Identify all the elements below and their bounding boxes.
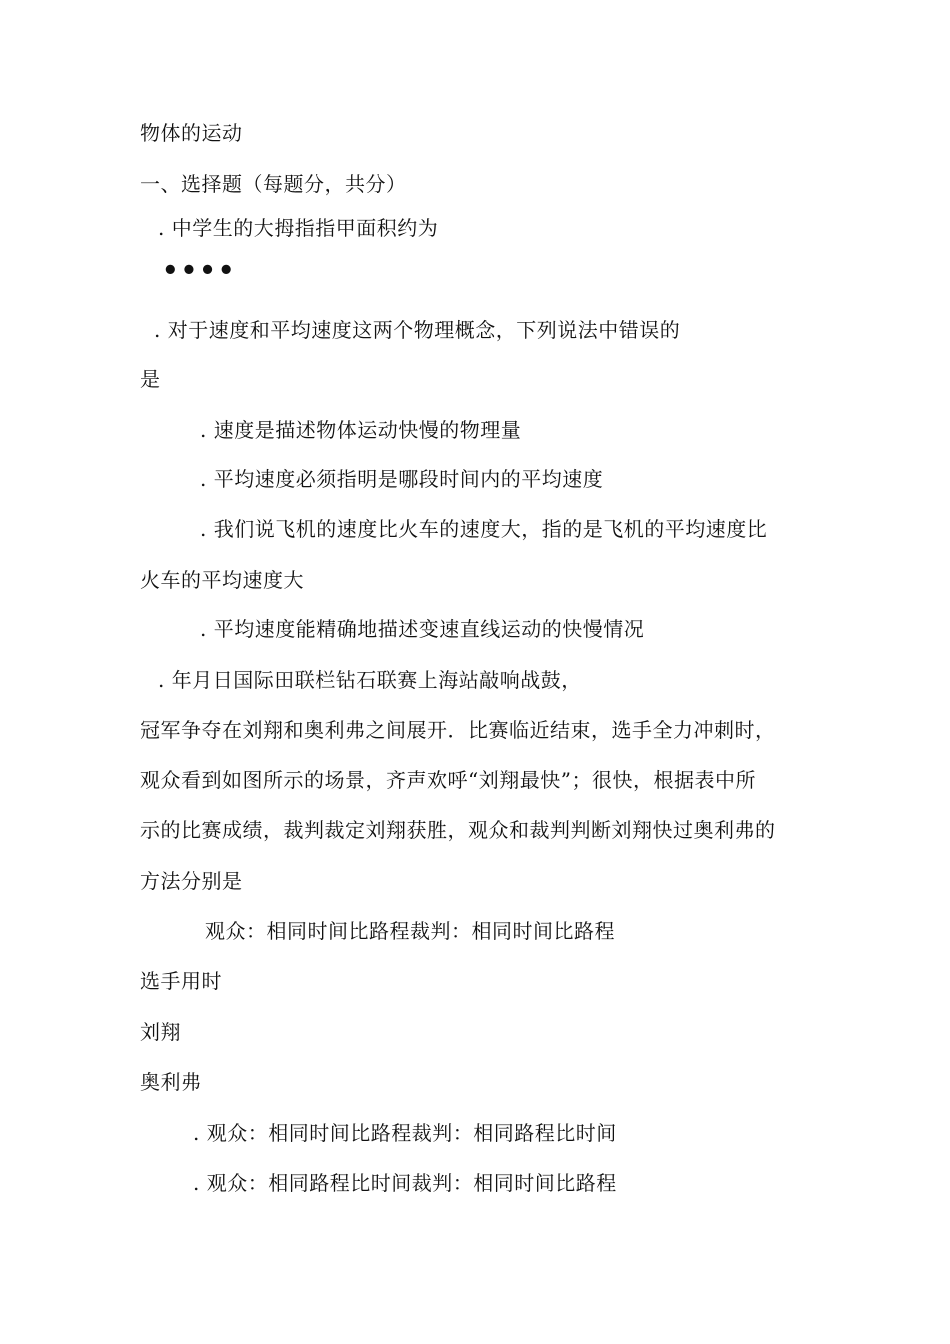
q3-stem-line2: 冠军争夺在刘翔和奥利弗之间展开．比赛临近结束，选手全力冲刺时， [140,718,776,742]
q3-stem-line1: . 年月日国际田联栏钻石联赛上海站敲响战鼓， [158,668,582,692]
q2-option-b: . 平均速度必须指明是哪段时间内的平均速度 [200,467,604,491]
section-heading: 一、选择题（每题分，共分） [140,172,407,196]
q3-option-b: . 观众：相同时间比路程裁判：相同路程比时间 [193,1121,617,1145]
q3-option-c: . 观众：相同路程比时间裁判：相同时间比路程 [193,1171,617,1195]
q2-option-c-line2: 火车的平均速度大 [140,568,304,592]
q2-option-d: . 平均速度能精确地描述变速直线运动的快慢情况 [200,617,645,641]
q1-options-placeholder: •••• [162,256,237,286]
q3-table-row-liuxiang: 刘翔 [140,1020,181,1044]
q3-option-a: 观众：相同时间比路程裁判：相同时间比路程 [205,919,615,943]
q2-option-a: . 速度是描述物体运动快慢的物理量 [200,418,522,442]
q3-table-row-oliver: 奥利弗 [140,1070,202,1094]
q3-stem-line4: 示的比赛成绩，裁判裁定刘翔获胜，观众和裁判判断刘翔快过奥利弗的 [140,818,776,842]
q1-stem: . 中学生的大拇指指甲面积约为 [158,216,439,240]
doc-title: 物体的运动 [140,121,243,145]
q2-option-c-line1: . 我们说飞机的速度比火车的速度大，指的是飞机的平均速度比 [200,517,768,541]
q3-stem-line3: 观众看到如图所示的场景，齐声欢呼“刘翔最快”；很快，根据表中所 [140,768,756,792]
q2-stem-line1: . 对于速度和平均速度这两个物理概念，下列说法中错误的 [154,318,681,342]
q3-table-header: 选手用时 [140,969,222,993]
q3-stem-line5: 方法分别是 [140,869,243,893]
q2-stem-line2: 是 [140,367,161,391]
